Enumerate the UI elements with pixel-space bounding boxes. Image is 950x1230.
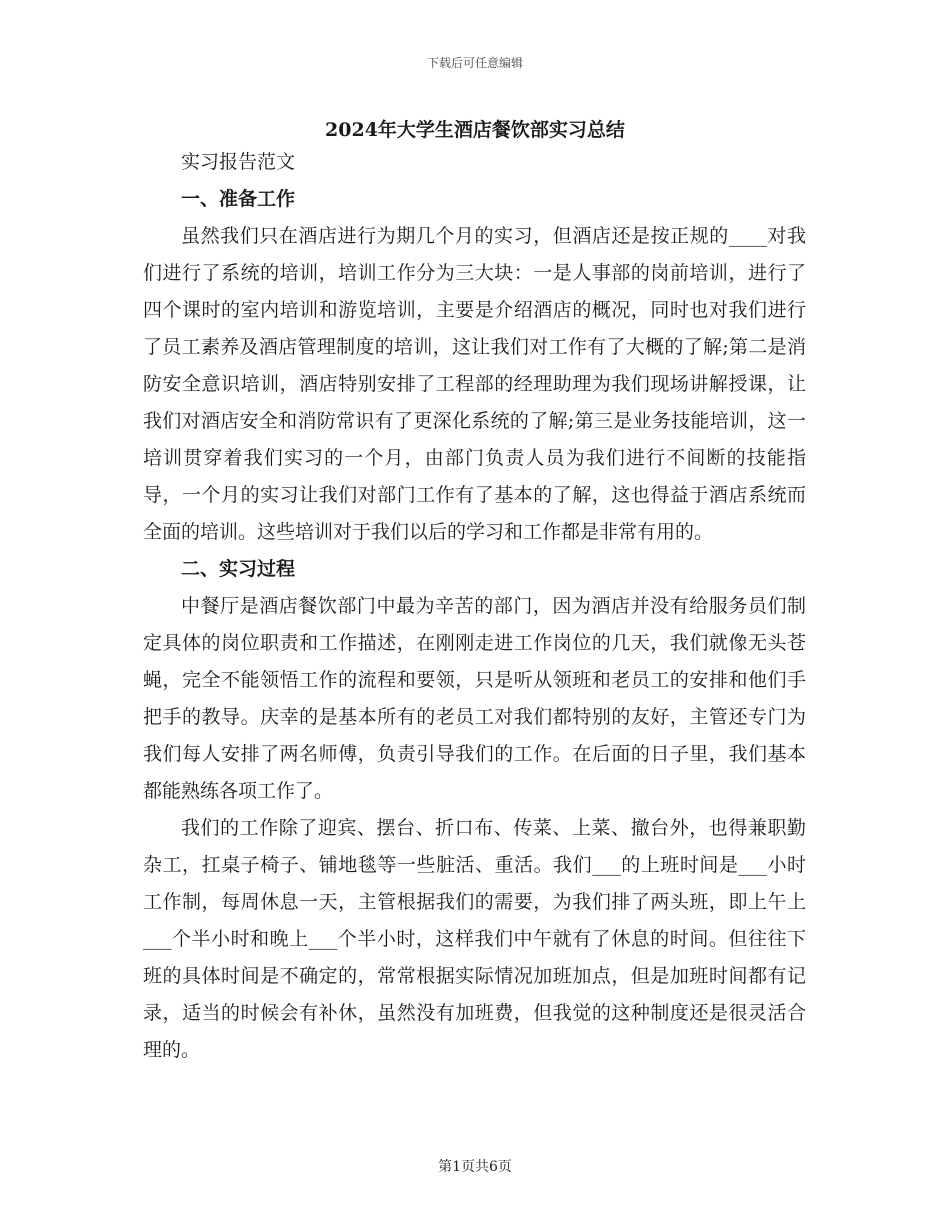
document-title: 2024年大学生酒店餐饮部实习总结 (325, 119, 625, 141)
subtitle: 实习报告范文 (181, 151, 296, 173)
section-heading-preparation: 一、准备工作 (181, 188, 296, 210)
paragraph-preparation: 虽然我们只在酒店进行为期几个月的实习，但酒店还是按正规的____对我们进行了系统的培训，培训工作分为三大块：一是人事部的岗前培训，进行了四个课时的室内培训和游览培训，主要是介绍酒店的概况，同时也对我们进行了员工素养及酒店管理制度的培训，这让我们对工作有了大概的了解;第二是消防安全意识培训，酒店特别安排了工程部的经理助理为我们现场讲解授课，让我们对酒店安全和消防常识有了更深化系统的了解;第三是业务技能培训，这一培训贯穿着我们实习的一个月，由部门负责人员为我们进行不间断的技能指导，一个月的实习让我们对部门工作有了基本的了解，这也得益于酒店系统而全面的培训。这些培训对于我们以后的学习和工作都是非常有用的。 (143, 225, 806, 543)
header-note: 下载后可任意编辑 (426, 56, 523, 70)
page-footer: 第1页共6页 (438, 1159, 512, 1175)
section-heading-process: 二、实习过程 (181, 558, 296, 580)
paragraph-process-1: 中餐厅是酒店餐饮部门中最为辛苦的部门，因为酒店并没有给服务员们制定具体的岗位职责和工作描述，在刚刚走进工作岗位的几天，我们就像无头苍蝇，完全不能领悟工作的流程和要领，只是听从领班和老员工的安排和他们手把手的教导。庆幸的是基本所有的老员工对我们都特别的友好，主管还专门为我们每人安排了两名师傅，负责引导我们的工作。在后面的日子里，我们基本都能熟练各项工作了。 (143, 595, 806, 802)
paragraph-process-2: 我们的工作除了迎宾、摆台、折口布、传菜、上菜、撤台外，也得兼职勤杂工，扛桌子椅子、铺地毯等一些脏活、重活。我们___的上班时间是___小时工作制，每周休息一天，主管根据我们的需要，为我们排了两头班，即上午上___个半小时和晚上___个半小时，这样我们中午就有了休息的时间。但往往下班的具体时间是不确定的，常常根据实际情况加班加点，但是加班时间都有记录，适当的时候会有补休，虽然没有加班费，但我觉的这种制度还是很灵活合理的。 (143, 817, 806, 1061)
document-body (143, 144, 806, 1069)
